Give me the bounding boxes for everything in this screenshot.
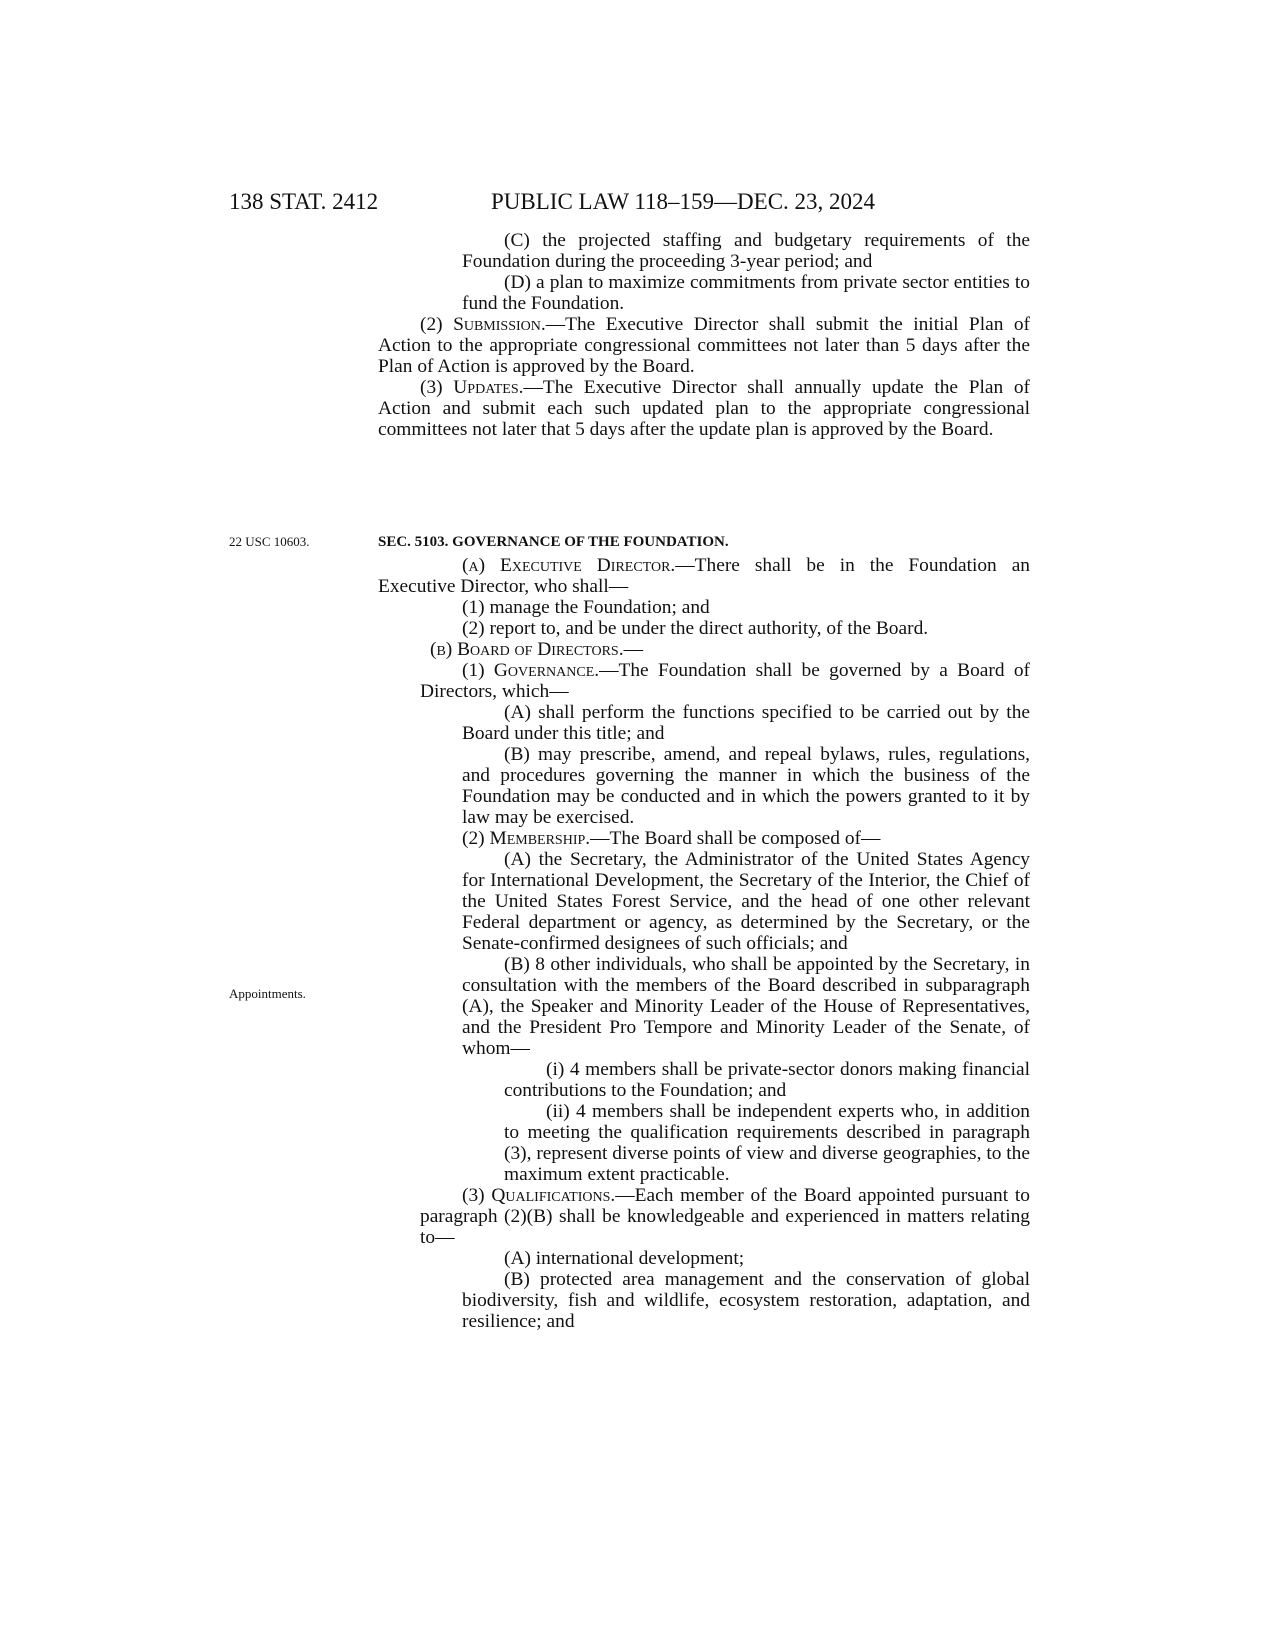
- subparagraph-b-conservation: [378, 1269, 1030, 1332]
- paragraph-text: —: [623, 639, 643, 660]
- subparagraph-a-functions: [378, 702, 1030, 744]
- subparagraph-b-bylaws: [378, 744, 1030, 828]
- paragraph-1-manage: [378, 597, 1030, 618]
- paragraph-2-submission: [378, 314, 1030, 377]
- paragraph-2-membership: [378, 828, 1030, 849]
- paragraph-text: (B) 8 other individuals, who shall be appointed by the Secretary, in consultation with the members of the Board described in subparagraph (A), the Speaker and Minority Leader of the House of Representatives, and the President Pro Tempore and Minority Leader of the Senate, of whom—: [462, 954, 1030, 1059]
- section-5103-body: [378, 555, 1030, 1332]
- paragraph-text: (i) 4 members shall be private-sector donors making financial contributions to the Foundation; and: [504, 1059, 1030, 1101]
- statute-page-number: 138 STAT. 2412: [229, 189, 379, 214]
- usc-citation-margin-note: 22 USC 10603.: [229, 534, 310, 549]
- page-header-title: PUBLIC LAW 118–159—DEC. 23, 2024: [491, 189, 876, 214]
- paragraph-text: (B) may prescribe, amend, and repeal bylaws, rules, regulations, and procedures governing the manner in which the business of the Foundation may be conducted and in which the powers granted to it by law may be exercised.: [462, 744, 1030, 828]
- paragraph-text: (B) protected area management and the conservation of global biodiversity, fish and wildlife, ecosystem restoration, adaptation, and resilience; and: [462, 1269, 1030, 1332]
- paragraph-text: (A) international development;: [504, 1248, 745, 1269]
- paragraph-text: —There shall be in the Foundation an Executive Director, who shall—: [378, 555, 1030, 597]
- clause-i-donors: [378, 1059, 1030, 1101]
- paragraph-text: (A) the Secretary, the Administrator of the United States Agency for International Development, the Secretary of the Interior, the Chief of the United States Forest Service, and the head of one other relevant Federal department or agency, as determined by the Secretary, or the Senate-confirmed designees of such officials; and: [462, 849, 1030, 954]
- paragraph-3-qualifications: [378, 1185, 1030, 1248]
- paragraph-text: (ii) 4 members shall be independent experts who, in addition to meeting the qualification requirements described in paragraph (3), represent diverse points of view and diverse geographies, to the maximum extent practicable.: [504, 1101, 1030, 1185]
- paragraph-text: —The Foundation shall be governed by a Board of Directors, which—: [420, 660, 1031, 702]
- subparagraph-b-appointed-members: [378, 954, 1030, 1059]
- section-heading: SEC. 5103. GOVERNANCE OF THE FOUNDATION.: [378, 534, 729, 550]
- paragraph-text: —The Executive Director shall submit the initial Plan of Action to the appropriate congressional committees not later than 5 days after the Plan of Action is approved by the Board.: [378, 314, 1030, 377]
- paragraph-1-governance: [378, 660, 1030, 702]
- paragraph-2-report: [378, 618, 1030, 639]
- subsection-b-board-of-directors: [378, 639, 1030, 660]
- paragraph-heading: (2) Membership.: [462, 828, 591, 849]
- paragraph-3-updates: [378, 377, 1030, 440]
- paragraph-text: (D) a plan to maximize commitments from private sector entities to fund the Foundation.: [462, 272, 1030, 314]
- subparagraph-a-international-development: [378, 1248, 1030, 1269]
- paragraph-text: —The Executive Director shall annually update the Plan of Action and submit each such updated plan to the appropriate congressional committees not later that 5 days after the update plan is approved by the Board.: [378, 377, 1031, 440]
- paragraph-d-commitments: [378, 272, 1030, 314]
- paragraph-text: —Each member of the Board appointed pursuant to paragraph (2)(B) shall be knowledgeable and experienced in matters relating to—: [420, 1185, 1030, 1248]
- paragraph-heading: (3) Updates.: [420, 377, 524, 398]
- paragraph-heading: (a) Executive Director.: [462, 555, 676, 576]
- plan-of-action-continuation: [378, 230, 1030, 440]
- paragraph-text: (1) manage the Foundation; and: [462, 597, 710, 618]
- clause-ii-experts: [378, 1101, 1030, 1185]
- paragraph-heading: (b) Board of Directors.: [430, 639, 624, 660]
- paragraph-heading: (2) Submission.: [420, 314, 546, 335]
- paragraph-heading: (3) Qualifications.: [462, 1185, 616, 1206]
- paragraph-c-staffing: [378, 230, 1030, 272]
- appointments-margin-note: Appointments.: [229, 986, 306, 1001]
- paragraph-text: (C) the projected staffing and budgetary requirements of the Foundation during the proceeding 3-year period; and: [462, 230, 1030, 272]
- paragraph-text: (2) report to, and be under the direct authority, of the Board.: [462, 618, 929, 639]
- subparagraph-a-officials: [378, 849, 1030, 954]
- subsection-a-executive-director: [378, 555, 1030, 597]
- paragraph-heading: (1) Governance.: [462, 660, 600, 681]
- paragraph-text: —The Board shall be composed of—: [590, 828, 881, 849]
- paragraph-text: (A) shall perform the functions specified to be carried out by the Board under this title; and: [462, 702, 1030, 744]
